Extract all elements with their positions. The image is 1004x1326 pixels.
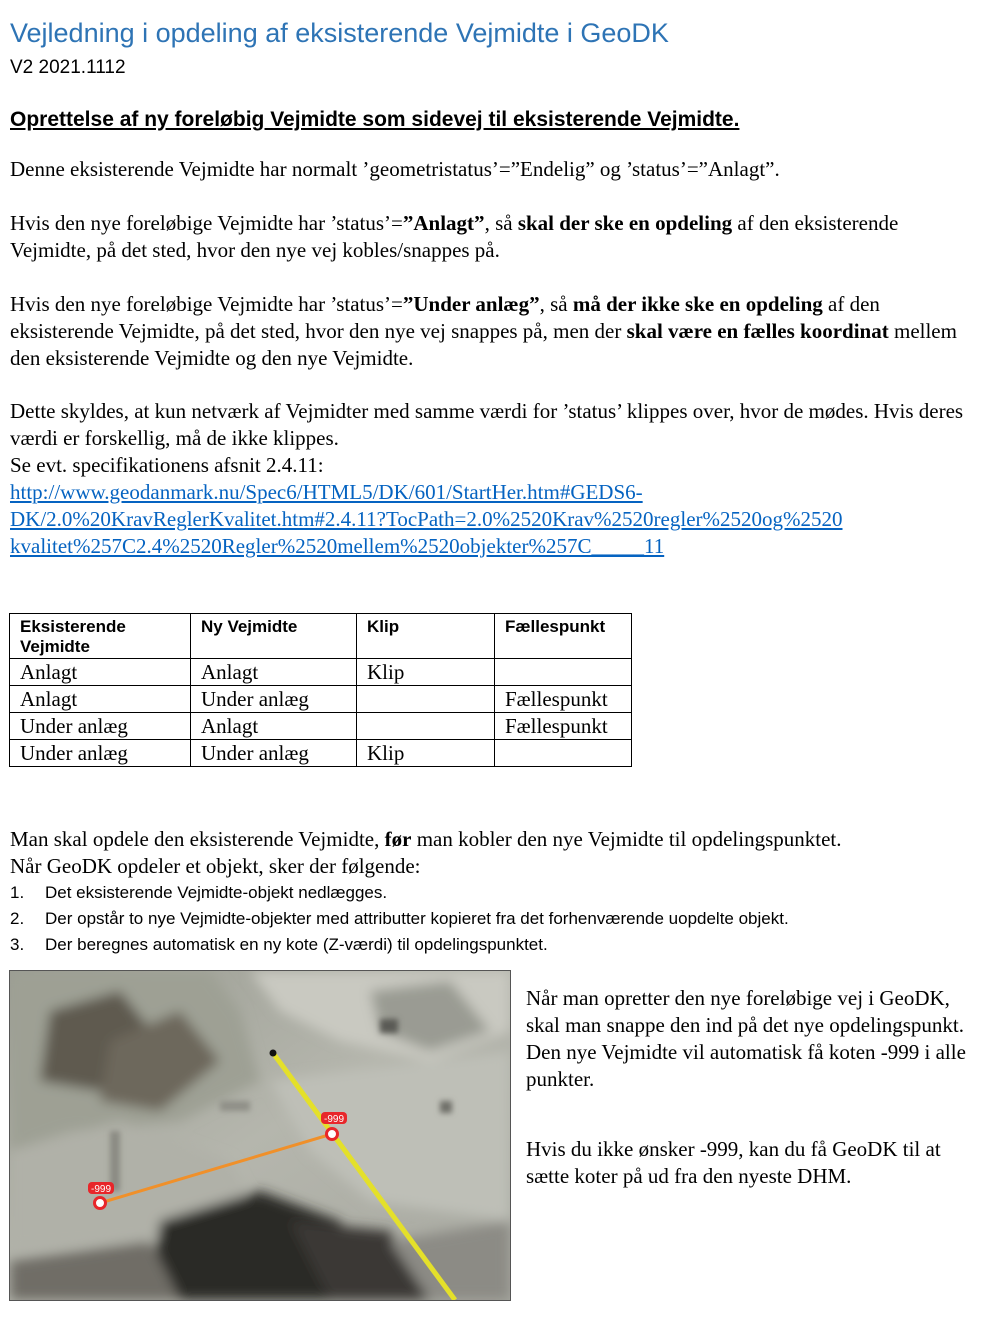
document-title: Vejledning i opdeling af eksisterende Vejmidte i GeoDK — [10, 18, 669, 48]
table-cell — [357, 686, 495, 713]
header-ny: Ny Vejmidte — [191, 614, 357, 659]
table-cell: Anlagt — [191, 713, 357, 740]
map-figure — [9, 970, 511, 1301]
table-row — [10, 659, 632, 686]
table-cell — [357, 713, 495, 740]
paragraph-explanation — [10, 398, 970, 560]
road-endpoint-marker — [270, 1050, 277, 1057]
table-row — [10, 740, 632, 767]
header-faellespunkt: Fællespunkt — [495, 614, 632, 659]
table-cell — [495, 740, 632, 767]
table-header-row — [10, 614, 632, 659]
table-cell: Klip — [357, 659, 495, 686]
split-intro: Når GeoDK opdeler et objekt, sker der følgende: — [10, 854, 421, 878]
z-value-label: -999 — [323, 1114, 345, 1125]
header-eksisterende: Eksisterende Vejmidte — [10, 614, 191, 659]
spec-link-line-1[interactable]: http://www.geodanmark.nu/Spec6/HTML5/DK/601/StartHer.htm#GEDS6- — [10, 480, 643, 504]
dhm-instruction-text: Hvis du ikke ønsker -999, kan du få GeoDK til at sætte koter på ud fra den nyeste DHM. — [526, 1137, 941, 1188]
table-cell: Under anlæg — [191, 740, 357, 767]
list-item: 1. Det eksisterende Vejmidte-objekt nedlægges. — [10, 883, 388, 902]
table-cell: Anlagt — [10, 659, 191, 686]
spec-link-line-2[interactable]: DK/2.0%20KravReglerKvalitet.htm#2.4.11?TocPath=2.0%2520Krav%2520regler%2520og%2520 — [10, 507, 843, 531]
table-cell — [495, 659, 632, 686]
table-cell: Klip — [357, 740, 495, 767]
split-instruction: Man skal opdele den eksisterende Vejmidte, før man kobler den nye Vejmidte til opdelingspunktet. — [10, 827, 842, 851]
table-cell: Under anlæg — [10, 740, 191, 767]
paragraph-geometristatus: Denne eksisterende Vejmidte har normalt ’geometristatus’=”Endelig” og ’status’=”Anlagt”. — [10, 157, 780, 181]
table-cell: Fællespunkt — [495, 686, 632, 713]
new-road-vertex-marker — [95, 1198, 106, 1209]
status-rules-table — [9, 613, 632, 767]
spec-link-line-3[interactable]: kvalitet%257C2.4%2520Regler%2520mellem%2520objekter%257C_____11 — [10, 534, 665, 558]
spec-reference: Se evt. specifikationens afsnit 2.4.11: — [10, 453, 324, 477]
list-item: 2. Der opstår to nye Vejmidte-objekter med attributter kopieret fra det forhenværende uopdelte objekt. — [10, 909, 789, 928]
header-klip: Klip — [357, 614, 495, 659]
table-row — [10, 686, 632, 713]
table-cell: Under anlæg — [10, 713, 191, 740]
table-cell: Fællespunkt — [495, 713, 632, 740]
table-row — [10, 713, 632, 740]
paragraph-split-procedure — [10, 826, 970, 880]
list-item: 3. Der beregnes automatisk en ny kote (Z-værdi) til opdelingspunktet. — [10, 935, 548, 954]
table-cell: Anlagt — [10, 686, 191, 713]
version-label: V2 2021.1112 — [10, 57, 126, 78]
section-heading: Oprettelse af ny foreløbig Vejmidte som sidevej til eksisterende Vejmidte. — [10, 108, 740, 131]
snap-instruction-text: Når man opretter den nye foreløbige vej i GeoDK, skal man snappe den ind på det nye opdelingspunkt. Den nye Vejmidte vil automatisk få koten -999 i alle punkter. — [526, 986, 966, 1091]
paragraph-under-anlaeg: Hvis den nye foreløbige Vejmidte har ’status’=”Under anlæg”, så må der ikke ske en opdeling af den eksisterende Vejmidte, på det sted, hvor den nye vej snappes på, men der skal være en fælles koordinat mellem den eksisterende Vejmidte og den nye Vejmidte. — [10, 292, 957, 370]
table-cell: Anlagt — [191, 659, 357, 686]
explanation-text: Dette skyldes, at kun netværk af Vejmidter med samme værdi for ’status’ klippes over, hvor de mødes. Hvis deres værdi er forskellig, må de ikke klippes. — [10, 399, 964, 450]
paragraph-anlagt: Hvis den nye foreløbige Vejmidte har ’status’=”Anlagt”, så skal der ske en opdeling af den eksisterende Vejmidte, på det sted, hvor den nye vej kobles/snappes på. — [10, 211, 899, 262]
z-value-label: -999 — [90, 1184, 112, 1195]
split-steps-list — [10, 880, 789, 958]
table-cell: Under anlæg — [191, 686, 357, 713]
split-vertex-marker — [327, 1129, 338, 1140]
